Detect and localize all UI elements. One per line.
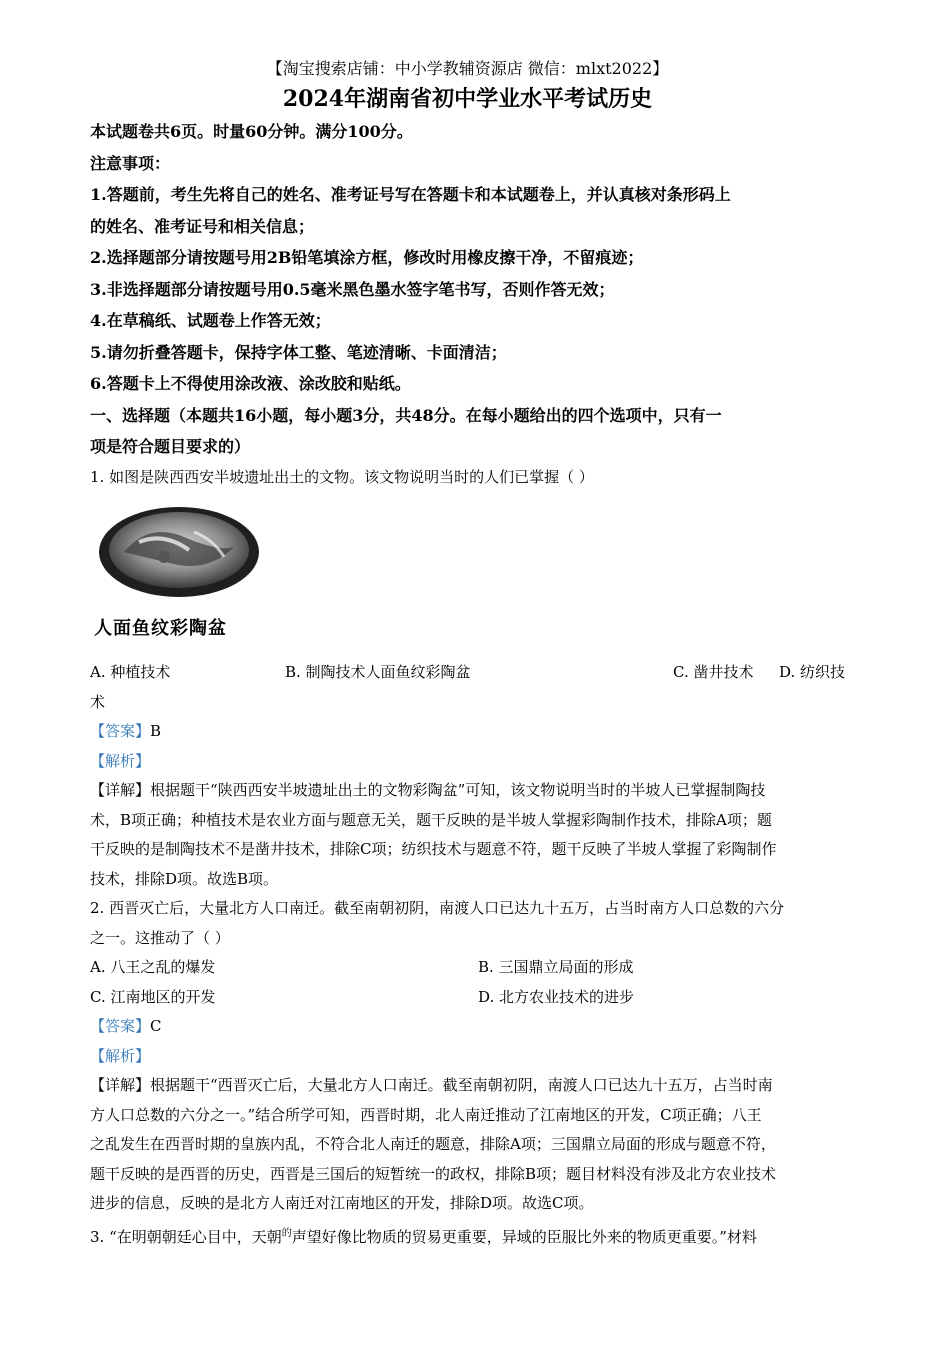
- notice-item: 3.非选择题部分请按题号用0.5毫米黑色墨水签字笔书写，否则作答无效；: [90, 279, 615, 299]
- q1-detail-line: 技术，排除D项。故选B项。: [90, 869, 279, 888]
- answer-value: C: [150, 1017, 162, 1035]
- image-caption: 人面鱼纹彩陶盆: [94, 618, 227, 639]
- q3-stem: [90, 1219, 865, 1253]
- q3-superscript: 的: [281, 1227, 292, 1239]
- q1-option-c: C. 凿井技术: [673, 663, 754, 681]
- pottery-basin-image: [94, 502, 264, 652]
- exam-summary: 本试题卷共6页。时量60分钟。满分100分。: [90, 122, 413, 141]
- q1-option-d-wrap: 术: [90, 692, 106, 711]
- q2-option-a: A. 八王之乱的爆发: [90, 958, 216, 976]
- q3-stem-end: 声望好像比物质的贸易更重要，异域的臣服比外来的物质更重要。”材料: [291, 1227, 757, 1246]
- pottery-basin-icon: [94, 502, 264, 612]
- q2-option-b: B. 三国鼎立局面的形成: [478, 958, 634, 976]
- notice-item: 6.答题卡上不得使用涂改液、涂改胶和贴纸。: [90, 374, 411, 393]
- q2-stem: 2. 西晋灭亡后，大量北方人口南迁。截至南朝初阴，南渡人口已达九十五万，占当时南方人口总数的六分: [90, 899, 785, 917]
- q1-options: [90, 658, 865, 688]
- answer-label: 【答案】: [90, 722, 151, 740]
- page-title: 2024年湖南省初中学业水平考试历史: [282, 86, 653, 112]
- q1-stem: 1. 如图是陕西西安半坡遗址出土的文物。该文物说明当时的人们已掌握（ ）: [90, 467, 594, 486]
- q2-stem: 之一。这推动了（ ）: [90, 928, 230, 947]
- q2-option-c: C. 江南地区的开发: [90, 987, 216, 1006]
- answer-label: 【答案】: [90, 1017, 151, 1035]
- q3-stem-start: 3. “在明朝朝廷心目中，天朝: [90, 1227, 282, 1246]
- notice-item: 的姓名、准考证号和相关信息；: [90, 216, 315, 236]
- notice-title: 注意事项：: [90, 153, 171, 173]
- q1-option-a: A. 种植技术: [90, 663, 171, 681]
- notice-item: 1.答题前，考生先将自己的姓名、准考证号写在答题卡和本试题卷上，并认真核对条形码上: [90, 185, 731, 204]
- q1-option-d: D. 纺织技: [779, 663, 846, 681]
- q1-detail-line: 术，B项正确；种植技术是农业方面与题意无关，题干反映的是半坡人掌握彩陶制作技术，排除A项；题: [90, 810, 772, 829]
- section-title: 一、选择题（本题共16小题，每小题3分，共48分。在每小题给出的四个选项中，只有一: [90, 405, 722, 425]
- analysis-label: 【解析】: [90, 1046, 151, 1065]
- q2-answer: [90, 1012, 865, 1042]
- q1-option-b: B. 制陶技术人面鱼纹彩陶盆: [285, 663, 471, 681]
- notice-item: 5.请勿折叠答题卡，保持字体工整、笔迹清晰、卡面清洁；: [90, 342, 507, 362]
- notice-item: 2.选择题部分请按题号用2B铅笔填涂方框，修改时用橡皮擦干净，不留痕迹；: [90, 248, 644, 267]
- q2-options-row-2: [90, 983, 865, 1013]
- q2-detail-line: 【详解】根据题干“西晋灭亡后，大量北方人口南迁。截至南朝初阴，南渡人口已达九十五万，占当时南: [90, 1076, 773, 1094]
- q2-detail-line: 方人口总数的六分之一。”结合所学可知，西晋时期，北人南迁推动了江南地区的开发，C项正确；八王: [90, 1105, 762, 1124]
- q2-option-d: D. 北方农业技术的进步: [478, 987, 635, 1006]
- exam-page: [90, 56, 865, 1252]
- q2-options-row-1: [90, 953, 865, 983]
- q2-detail-line: 之乱发生在西晋时期的皇族内乱，不符合北人南迁的题意，排除A项；三国鼎立局面的形成与题意不符，: [90, 1135, 776, 1153]
- store-line: 【淘宝搜索店铺：中小学教辅资源店 微信：mlxt2022】: [266, 59, 669, 78]
- q2-detail-line: 题干反映的是西晋的历史，西晋是三国后的短暂统一的政权，排除B项；题目材料没有涉及北方农业技术: [90, 1164, 777, 1183]
- q1-answer: [90, 717, 865, 747]
- notice-item: 4.在草稿纸、试题卷上作答无效；: [90, 311, 331, 330]
- analysis-label: 【解析】: [90, 751, 151, 770]
- q1-detail-line: 干反映的是制陶技术不是凿井技术，排除C项；纺织技术与题意不符，题干反映了半坡人掌握了彩陶制作: [90, 840, 777, 858]
- section-title: 项是符合题目要求的）: [90, 437, 251, 456]
- q1-detail-line: 【详解】根据题干“陕西西安半坡遗址出土的文物彩陶盆”可知，该文物说明当时的半坡人已掌握制陶技: [90, 781, 766, 799]
- answer-value: B: [150, 722, 162, 740]
- q2-detail-line: 进步的信息，反映的是北方人南迁对江南地区的开发，排除D项。故选C项。: [90, 1194, 594, 1212]
